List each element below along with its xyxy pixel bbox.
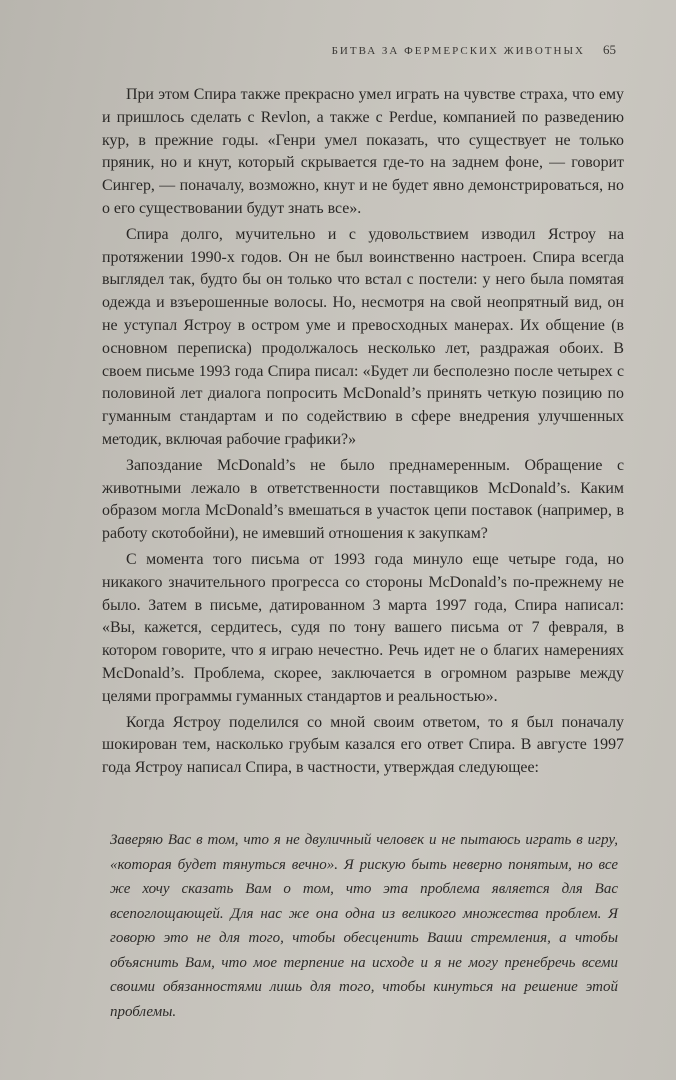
paragraph: Спира долго, мучительно и с удовольствием изводил Ястроу на протяжении 1990-х годов. Он не был воинственно настроен. Спира всегда выглядел так, будто бы он только что встал с постели: у него была помятая одежда и взъерошенные волосы. Но, несмотря на свой неопрятный вид, он не уступал Ястроу в остром уме и превосходных манерах. Их общение (в основном переписка) продолжалось несколько лет, раздражая обоих. В своем письме 1993 года Спира писал: «Будет ли бесполезно после четырех с половиной лет диалога попросить McDonald’s принять четкую позицию по гуманным стандартам и по содействию в сфере внедрения улучшенных методик, включая рабочие графики?» <box>102 225 624 448</box>
paragraph: При этом Спира также прекрасно умел играть на чувстве страха, что ему и пришлось сделать с Revlon, а также с Perdue, компанией по разведению кур, в прежние годы. «Генри умел показать, что существует не только пряник, но и кнут, который скрывается где-то на заднем фоне, — говорит Сингер, — поначалу, возможно, кнут и не будет явно демонстрироваться, но о его существовании будут знать все». <box>102 86 624 217</box>
page-number: 65 <box>603 42 616 57</box>
paragraph: Запоздание McDonald’s не было преднамеренным. Обращение с животными лежало в ответственности поставщиков McDonald’s. Каким образом могла McDonald’s вмешаться в участок цепи поставок (например, в работу скотобойни), не имевший отношения к закупкам? <box>102 456 624 543</box>
paragraph: Когда Ястроу поделился со мной своим ответом, то я был поначалу шокирован тем, насколько грубым казался его ответ Спира. В августе 1997 года Ястроу написал Спира, в частности, утверждая следующее: <box>102 713 624 777</box>
running-title: БИТВА ЗА ФЕРМЕРСКИХ ЖИВОТНЫХ <box>331 45 585 57</box>
paragraph: С момента того письма от 1993 года минуло еще четыре года, но никакого значительного прогресса со стороны McDonald’s по-прежнему не было. Затем в письме, датированном 3 марта 1997 года, Спира написал: «Вы, кажется, сердитесь, судя по тону вашего письма от 7 февраля, в котором говорите, что я играю нечестно. Речь идет не о благих намерениях McDonald’s. Проблема, скорее, заключается в огромном разрыве между целями программы гуманных стандартов и реальностью». <box>102 550 624 705</box>
block-quote <box>110 828 618 1024</box>
quote-text: Заверяю Вас в том, что я не двуличный человек и не пытаюсь играть в игру, «которая будет тянуться вечно». Я рискую быть неверно понятым, но все же хочу сказать Вам о том, что эта проблема является для Вас всепоглощающей. Для нас же она одна из великого множества проблем. Я говорю это не для того, чтобы обесценить Ваши стремления, а чтобы объяснить Вам, что мое терпение на исходе и я не могу пренебречь всеми своими обязанностями лишь для того, чтобы кинуться на решение этой проблемы. <box>110 832 618 1020</box>
body-text <box>102 84 624 783</box>
running-head <box>332 42 616 58</box>
